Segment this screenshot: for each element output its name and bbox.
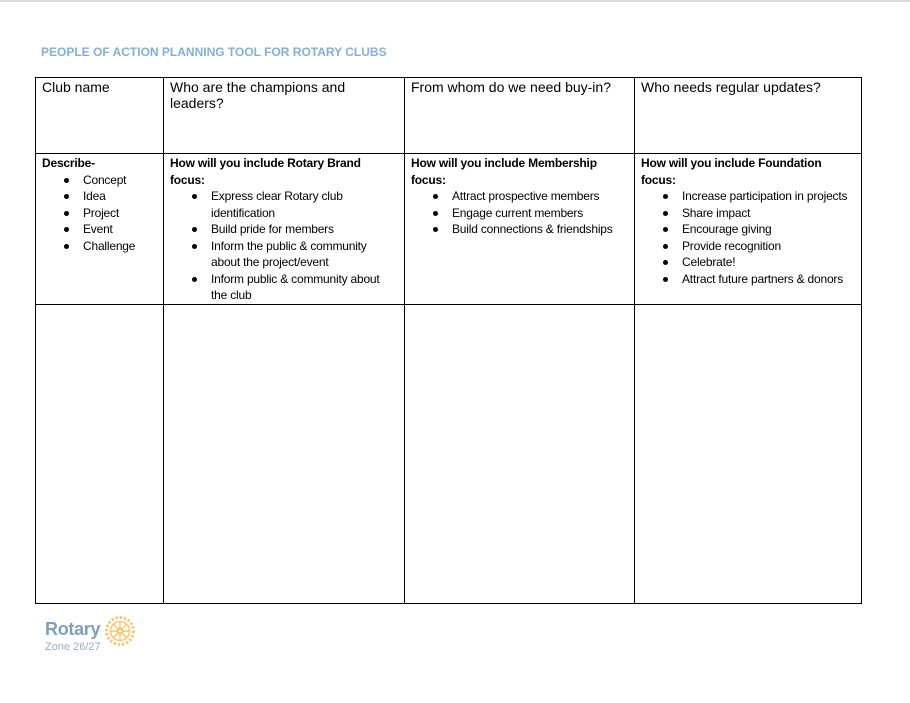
bullet-icon [64,194,69,199]
list-item: Build connections & friendships [452,221,628,238]
list-item: Encourage giving [682,221,855,238]
bullet-icon [663,211,668,216]
top-page-rule [0,0,910,2]
describe-title: Describe- [42,156,95,170]
bullet-icon [663,260,668,265]
foundation-focus-title: How will you include Foundation focus: [641,156,822,187]
blank-entry-cell-brand[interactable] [164,304,405,603]
brand-focus-cell[interactable] [164,154,405,305]
foundation-focus-cell[interactable] [635,154,862,305]
bullet-icon [663,227,668,232]
bullet-icon [64,227,69,232]
list-item: Inform the public & community about the project/event [211,238,398,271]
list-item: Attract future partners & donors [682,271,855,288]
bullet-icon [663,244,668,249]
bullet-icon [663,277,668,282]
document-title: PEOPLE OF ACTION PLANNING TOOL FOR ROTARY CLUBS [41,45,387,59]
header-updates: Who needs regular updates? [641,79,821,95]
list-item: Concept [83,172,157,189]
list-item: Celebrate! [682,254,855,271]
rotary-wheel-icon [103,614,137,648]
bullet-icon [192,277,197,282]
header-champions: Who are the champions and leaders? [170,79,346,111]
club-name-cell[interactable] [36,78,164,154]
blank-entry-row [36,304,862,603]
membership-focus-list [411,188,628,238]
list-item: Engage current members [452,205,628,222]
blank-entry-cell-club[interactable] [36,304,164,603]
list-item: Share impact [682,205,855,222]
list-item: Event [83,221,157,238]
blank-entry-cell-membership[interactable] [405,304,635,603]
list-item: Increase participation in projects [682,188,855,205]
bullet-icon [64,244,69,249]
foundation-focus-list [641,188,855,287]
bullet-icon [433,194,438,199]
header-row [36,78,862,154]
list-item: Project [83,205,157,222]
list-item: Express clear Rotary club identification [211,188,398,221]
describe-cell[interactable] [36,154,164,305]
bullet-icon [64,178,69,183]
bullet-icon [663,194,668,199]
rotary-zone-label: Zone 26/27 [45,641,101,653]
bullet-icon [192,194,197,199]
brand-focus-list [170,188,398,304]
bullet-icon [192,244,197,249]
brand-focus-title: How will you include Rotary Brand focus: [170,156,361,187]
list-item: Provide recognition [682,238,855,255]
list-item: Idea [83,188,157,205]
blank-entry-cell-foundation[interactable] [635,304,862,603]
list-item: Inform public & community about the club [211,271,398,304]
focus-row [36,154,862,305]
list-item: Build pride for members [211,221,398,238]
describe-list [42,172,157,255]
list-item: Challenge [83,238,157,255]
bullet-icon [433,211,438,216]
planning-table [35,77,862,604]
list-item: Attract prospective members [452,188,628,205]
membership-focus-title: How will you include Membership focus: [411,156,597,187]
bullet-icon [192,227,197,232]
header-club-name: Club name [42,79,110,95]
header-buy-in: From whom do we need buy-in? [411,79,611,95]
rotary-logo [45,614,140,658]
buy-in-cell[interactable] [405,78,635,154]
bullet-icon [64,211,69,216]
champions-cell[interactable] [164,78,405,154]
rotary-wordmark: Rotary [45,619,101,639]
bullet-icon [433,227,438,232]
updates-cell[interactable] [635,78,862,154]
membership-focus-cell[interactable] [405,154,635,305]
